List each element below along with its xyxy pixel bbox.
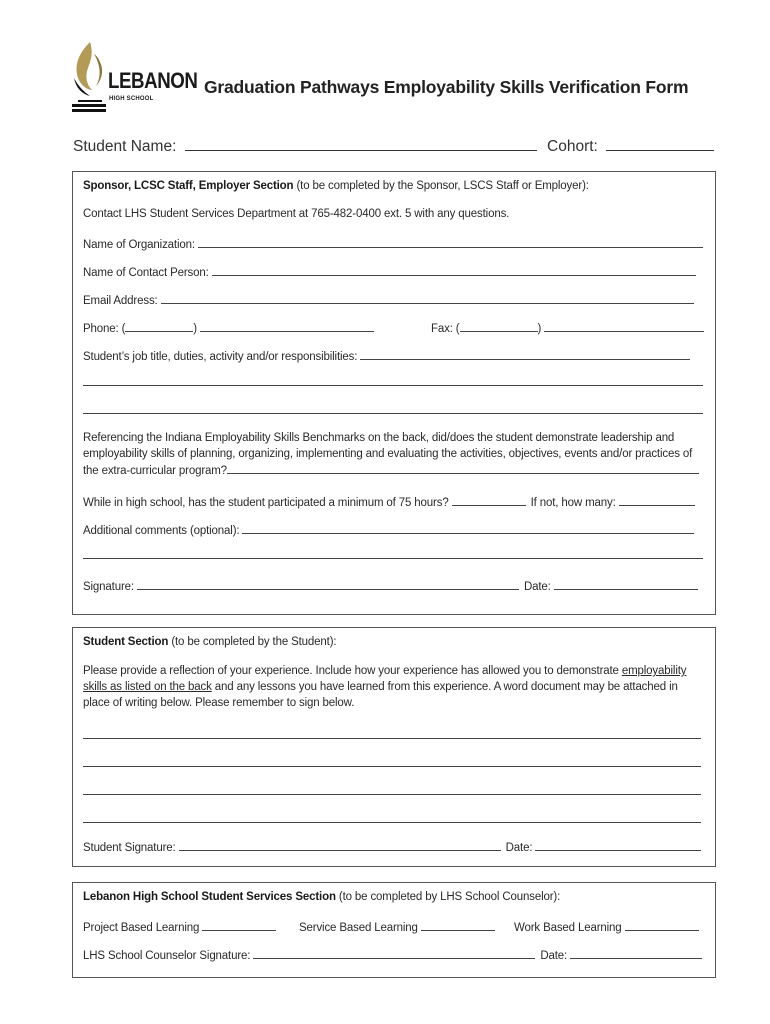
sponsor-signature-row (83, 578, 698, 593)
reflection-link-1: employability (621, 665, 687, 677)
hours-ifnot-label: If not, how many: (530, 497, 616, 509)
email-row (83, 292, 694, 307)
email-label: Email Address: (83, 295, 158, 307)
logo-subtitle: HIGH SCHOOL (109, 96, 154, 102)
counselor-date-field[interactable] (570, 947, 702, 959)
torch-icon (70, 40, 110, 112)
sponsor-contact: Contact LHS Student Services Department at 765-482-0400 ext. 5 with any questions. (83, 208, 510, 220)
sponsor-heading-rest: (to be completed by the Sponsor, LSCS Staff or Employer): (293, 180, 589, 192)
counselor-date-label: Date: (540, 950, 568, 962)
reflection-line-2 (83, 679, 686, 695)
counselor-signature-label: LHS School Counselor Signature: (83, 950, 251, 962)
student-date-label: Date: (505, 842, 533, 854)
reflection-line-a[interactable] (83, 738, 701, 739)
student-signature-field[interactable] (179, 839, 501, 851)
counselor-signature-field[interactable] (253, 947, 535, 959)
contact-person-row (83, 264, 696, 279)
hours-count-field[interactable] (619, 494, 695, 506)
benchmark-answer-field[interactable] (227, 462, 699, 474)
project-based-row (83, 919, 276, 934)
comments-field[interactable] (242, 522, 694, 534)
service-based-field[interactable] (421, 919, 495, 931)
hours-label: While in high school, has the student participated a minimum of 75 hours? (83, 497, 449, 509)
sponsor-date-label: Date: (523, 581, 551, 593)
sponsor-section (72, 171, 716, 615)
contact-person-field[interactable] (212, 264, 696, 276)
cohort-label: Cohort: (547, 138, 598, 155)
service-based-row (299, 919, 495, 934)
contact-person-label: Name of Contact Person: (83, 267, 209, 279)
services-heading-bold: Lebanon High School Student Services Section (83, 891, 336, 903)
project-based-field[interactable] (202, 919, 276, 931)
benchmark-question (83, 430, 699, 479)
job-row (83, 348, 690, 363)
fax-field[interactable] (544, 320, 704, 332)
student-heading-bold: Student Section (83, 636, 169, 648)
cohort-field[interactable] (606, 136, 714, 151)
project-based-label: Project Based Learning (83, 922, 200, 934)
page-title: Graduation Pathways Employability Skills Verification Form (204, 77, 689, 97)
logo-wordmark: LEBANON (108, 68, 198, 93)
sponsor-heading (83, 180, 589, 192)
student-signature-label: Student Signature: (83, 842, 176, 854)
organization-field[interactable] (198, 236, 703, 248)
job-line-3[interactable] (83, 413, 703, 414)
fax-label: Fax: ( (431, 323, 460, 335)
reflection-line-1a: Please provide a reflection of your experience. Include how your experience has allowed you to demonstrate (83, 665, 622, 677)
phone-row (83, 320, 374, 335)
school-logo (70, 40, 198, 112)
reflection-line-3: place of writing below. Please remember to sign below. (83, 697, 355, 709)
reflection-line-1 (83, 663, 686, 679)
work-based-row (514, 919, 699, 934)
work-based-field[interactable] (625, 919, 699, 931)
services-heading (83, 891, 560, 903)
reflection-line-d[interactable] (83, 822, 701, 823)
services-section (72, 882, 716, 978)
reflection-link-2: skills as listed on the back (83, 681, 212, 693)
phone-label: Phone: ( (83, 323, 126, 335)
fax-row (431, 320, 704, 335)
organization-label: Name of Organization: (83, 239, 195, 251)
job-field[interactable] (360, 348, 690, 360)
reflection-instructions (83, 663, 686, 711)
comments-line-2[interactable] (83, 558, 703, 559)
email-field[interactable] (161, 292, 694, 304)
phone-close: ) (193, 323, 197, 335)
job-line-2[interactable] (83, 385, 703, 386)
reflection-line-b[interactable] (83, 766, 701, 767)
services-heading-rest: (to be completed by LHS School Counselor): (335, 891, 561, 903)
benchmark-line-1: Referencing the Indiana Employability Skills Benchmarks on the back, did/does the student demonstrate leadership and (83, 432, 675, 444)
fax-close: ) (537, 323, 542, 335)
student-signature-row (83, 839, 701, 854)
hours-row (83, 494, 695, 509)
comments-label: Additional comments (optional): (83, 525, 240, 537)
counselor-signature-row (83, 947, 702, 962)
reflection-line-2b: and any lessons you have learned from this experience. A word document may be attached in (211, 681, 678, 693)
work-based-label: Work Based Learning (514, 922, 622, 934)
student-heading-rest: (to be completed by the Student): (168, 636, 337, 648)
service-based-label: Service Based Learning (299, 922, 418, 934)
student-name-row (73, 136, 713, 156)
phone-area-field[interactable] (125, 320, 193, 332)
student-date-field[interactable] (535, 839, 701, 851)
student-name-field[interactable] (185, 136, 537, 151)
reflection-line-c[interactable] (83, 794, 701, 795)
comments-row (83, 522, 694, 537)
sponsor-date-field[interactable] (554, 578, 698, 590)
phone-field[interactable] (200, 320, 374, 332)
student-section (72, 627, 716, 867)
benchmark-line-3 (83, 462, 699, 479)
organization-row (83, 236, 703, 251)
fax-area-field[interactable] (460, 320, 538, 332)
student-heading (83, 636, 336, 648)
sponsor-signature-label: Signature: (83, 581, 134, 593)
student-name-label: Student Name: (73, 138, 177, 155)
sponsor-heading-bold: Sponsor, LCSC Staff, Employer Section (83, 180, 294, 192)
sponsor-signature-field[interactable] (137, 578, 519, 590)
benchmark-line-3-text: the extra-curricular program? (83, 465, 227, 477)
hours-field[interactable] (452, 494, 526, 506)
benchmark-line-2: employability skills of planning, organizing, implementing and evaluating the activities, objectives, events and/or practices of (83, 448, 693, 460)
job-label: Student’s job title, duties, activity and/or responsibilities: (83, 351, 358, 363)
